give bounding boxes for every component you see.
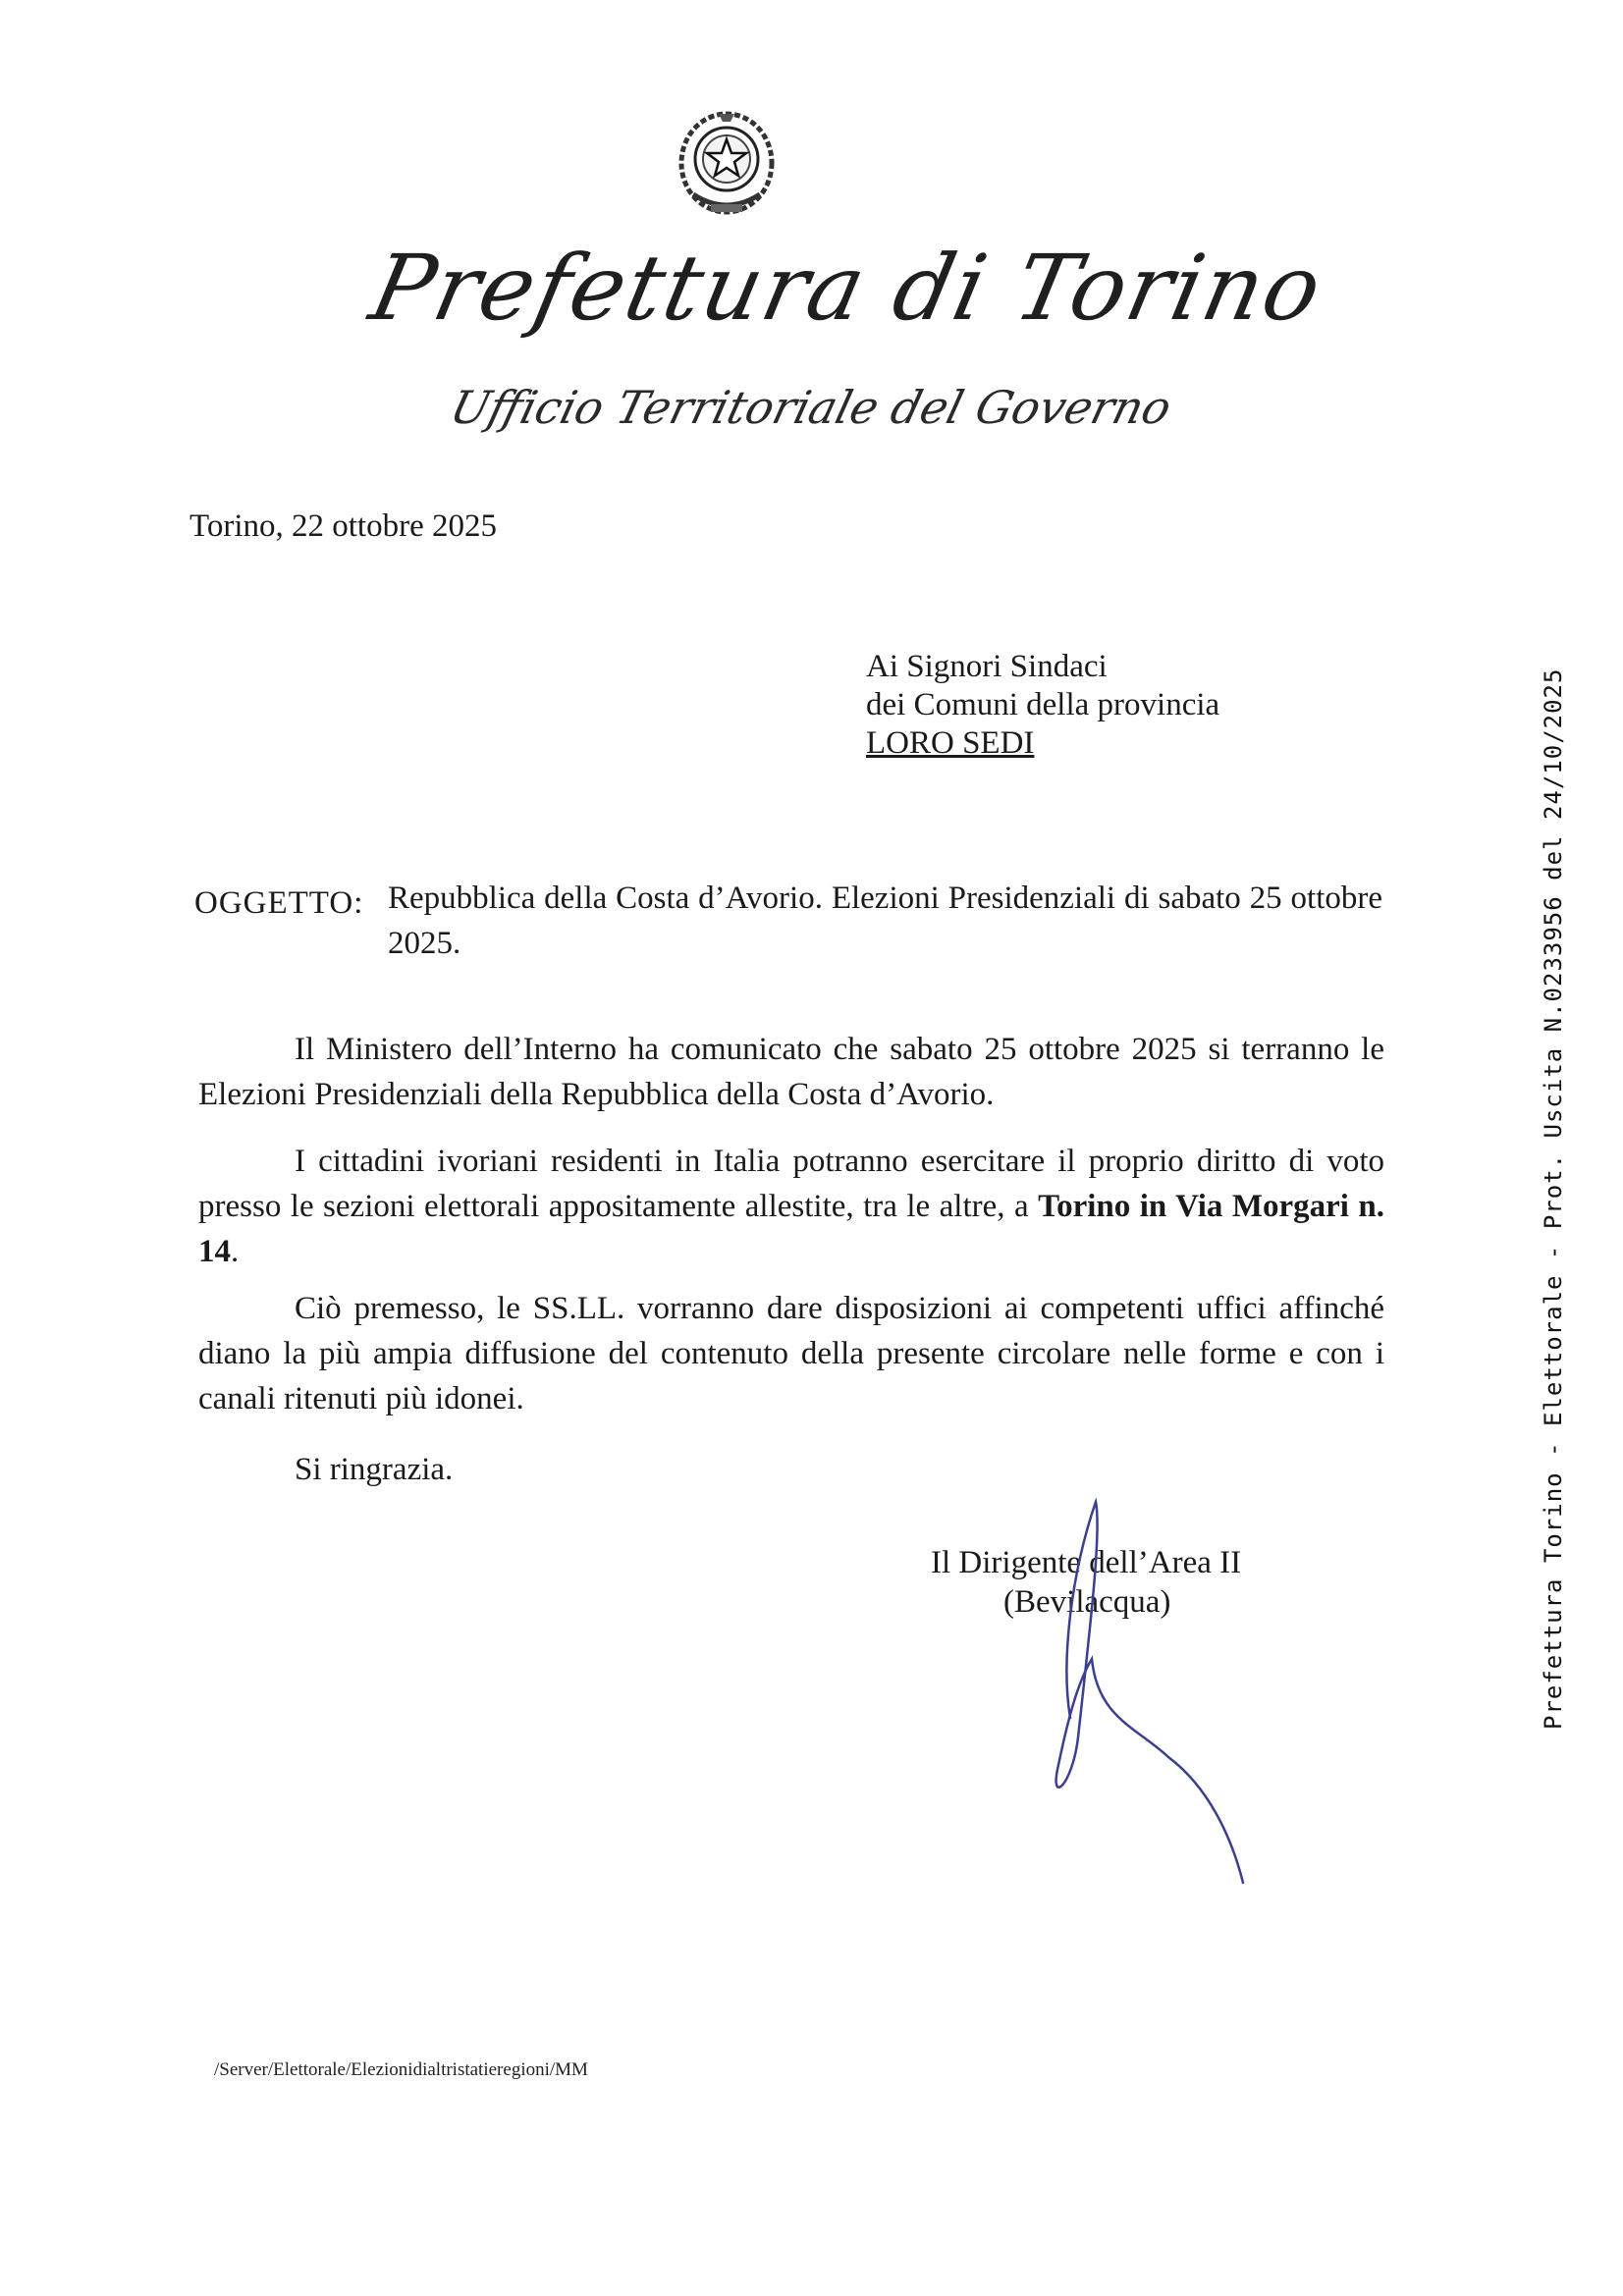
date-line: Torino, 22 ottobre 2025: [189, 508, 497, 544]
handwritten-signature: [1021, 1492, 1276, 1885]
file-path-footer: /Server/Elettorale/Elezionidialtristatieregioni/MM: [214, 2059, 588, 2080]
recipient-line-underlined: LORO SEDI: [866, 725, 1035, 761]
body-paragraph: [198, 1139, 1384, 1274]
closing-line: Si ringrazia.: [295, 1452, 454, 1487]
paragraph-text: I cittadini ivoriani residenti in Italia potranno esercitare il proprio diritto di voto presso le sezioni elettorali appositamente allestite, tra le altre, a: [198, 1144, 1384, 1224]
voting-address: Torino in Via Morgari n. 14: [198, 1189, 1384, 1269]
body-paragraph: Il Ministero dell’Interno ha comunicato che sabato 25 ottobre 2025 si terranno le Elezioni Presidenziali della Repubblica della Costa d’Avorio.: [198, 1032, 1384, 1112]
republic-emblem-icon: [676, 106, 778, 228]
subject-text: Repubblica della Costa d’Avorio. Elezioni Presidenziali di sabato 25 ottobre 2025.: [388, 881, 1382, 961]
paragraph-text: .: [231, 1234, 240, 1269]
recipient-line: dei Comuni della provincia: [866, 687, 1220, 722]
subject-label: OGGETTO:: [194, 885, 364, 921]
office-title: Prefettura di Torino: [361, 236, 1332, 341]
protocol-stamp: Prefettura Torino - Elettorale - Prot. Uscita N.0233956 del 24/10/2025: [1540, 667, 1567, 1730]
body-paragraph: Ciò premesso, le SS.LL. vorranno dare disposizioni ai competenti uffici affinché diano la più ampia diffusione del contenuto della presente circolare nelle forme e con i canali ritenuti più idonei.: [198, 1291, 1384, 1416]
office-subtitle: Ufficio Territoriale del Governo: [445, 381, 1177, 434]
recipients-block: [866, 648, 1219, 763]
recipient-line: Ai Signori Sindaci: [866, 649, 1108, 684]
signer-role: Il Dirigente dell’Area II: [931, 1545, 1242, 1580]
signer-name: (Bevilacqua): [1003, 1584, 1171, 1620]
